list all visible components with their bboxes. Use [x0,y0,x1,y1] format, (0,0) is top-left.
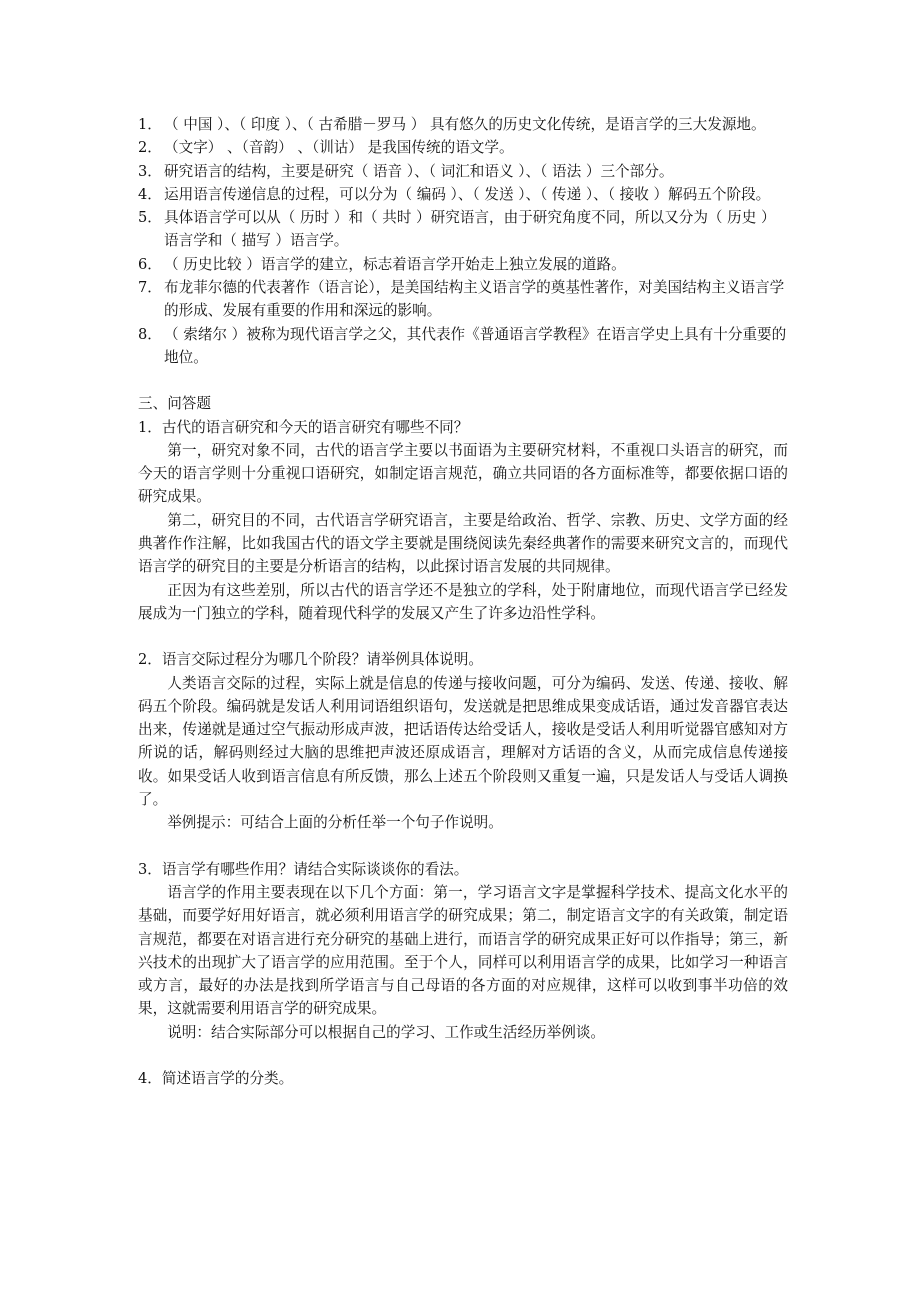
question-block [138,858,788,1044]
fill-blank-item [138,136,788,159]
item-number: 1． [138,116,162,133]
question-block [138,1067,788,1090]
item-text: （ 索绪尔 ）被称为现代语言学之父，其代表作《普通语言学教程》在语言学史上具有十分重要的地位。 [164,325,787,366]
item-number: 7． [138,279,162,297]
fill-blank-item [138,183,788,206]
spacer [138,369,788,392]
item-number: 3． [138,162,162,180]
fill-blank-item [138,160,788,183]
fill-blank-item [138,206,788,253]
item-number: 2． [138,139,162,157]
question-title: 4．简述语言学的分类。 [138,1069,294,1087]
answer-paragraph: 人类语言交际的过程，实际上就是信息的传递与接收问题，可分为编码、发送、传递、接收、解码五个阶段。编码就是发话人利用词语组织语句，发送就是把思维成果变成话语，通过发音器官表达出来，传递就是通过空气振动形成声波，把话语传达给受话人，接收是受话人利用听觉器官感知对方所说的话，解码则经过大脑的思维把声波还原成语言，理解对方话语的含义，从而完成信息传递接收。如果受话人收到语言信息有所反馈，那么上述五个阶段则又重复一遍，只是发话人与受话人调换了。 [138,674,788,809]
question-title: 1．古代的语言研究和今天的语言研究有哪些不同？ [138,418,469,436]
item-text: 布龙菲尔德的代表著作（语言论），是美国结构主义语言学的奠基性著作，对美国结构主义语言学的形成、发展有重要的作用和深远的影响。 [164,279,785,320]
fill-blank-item [138,276,788,323]
item-text: （ 中国 ）、（ 印度 ）、（ 古希腊－罗马 ） 具有悠久的历史文化传统，是语言学的三大发源地。 [164,116,766,133]
question-block [138,416,788,626]
item-text: 研究语言的结构，主要是研究（ 语音 ）、（ 词汇和语义 ）、（ 语法 ）三个部分。 [164,162,674,180]
item-number: 5． [138,209,162,227]
document-body [138,113,788,1090]
spacer [138,835,788,858]
answer-paragraph: 第二，研究目的不同，古代语言学研究语言，主要是给政治、哲学、宗教、历史、文学方面的经典著作作注解，比如我国古代的语文学主要就是围绕阅读先秦经典著作的需要来研究文言的，而现代语言学的研究目的主要是分析语言的结构，以此探讨语言发展的共同规律。 [138,511,788,576]
answer-paragraph: 语言学的作用主要表现在以下几个方面：第一，学习语言文字是掌握科学技术、提高文化水平的基础，而要学好用好语言，就必须利用语言学的研究成果；第二，制定语言文字的有关政策，制定语言规范，都要在对语言进行充分研究的基础上进行，而语言学的研究成果正好可以作指导；第三，新兴技术的出现扩大了语言学的应用范围。至于个人，同样可以利用语言学的成果，比如学习一种语言或方言，最好的办法是找到所学语言与自己母语的各方面的对应规律，这样可以收到事半功倍的效果，这就需要利用语言学的研究成果。 [138,883,788,1018]
question-title: 3．语言学有哪些作用？请结合实际谈谈你的看法。 [138,860,469,878]
question-title: 2．语言交际过程分为哪几个阶段？请举例具体说明。 [138,651,483,669]
question-block [138,648,788,834]
item-number: 8． [138,325,162,343]
item-text: 具体语言学可以从（ 历时 ）和（ 共时 ）研究语言，由于研究角度不同，所以又分为（ 历史 ）语言学和（ 描写 ）语言学。 [164,209,776,250]
item-text: 运用语言传递信息的过程，可以分为（ 编码 ）、（ 发送 ）、（ 传递 ）、（ 接收 ）解码五个阶段。 [164,185,771,203]
fill-blank-item [138,253,788,276]
fill-blank-list [138,113,788,369]
answer-paragraph: 正因为有这些差别，所以古代的语言学还不是独立的学科，处于附庸地位，而现代语言学已经发展成为一门独立的学科，随着现代科学的发展又产生了许多边沿性学科。 [138,581,788,622]
fill-blank-item [138,113,788,136]
item-text: （文字） 、（音韵） 、（训诂） 是我国传统的语文学。 [164,139,514,157]
section-heading: 三、问答题 [138,395,211,413]
item-number: 6． [138,255,162,273]
fill-blank-item [138,323,788,370]
answer-paragraph: 第一，研究对象不同，古代的语言学主要以书面语为主要研究材料，不重视口头语言的研究，而今天的语言学则十分重视口语研究，如制定语言规范，确立共同语的各方面标准等，都要依据口语的研究成果。 [138,441,788,506]
spacer [138,1044,788,1067]
item-text: （ 历史比较 ）语言学的建立，标志着语言学开始走上独立发展的道路。 [164,255,626,273]
spacer [138,625,788,648]
item-number: 4． [138,185,162,203]
answer-paragraph: 举例提示：可结合上面的分析任举一个句子作说明。 [167,814,503,832]
answer-paragraph: 说明：结合实际部分可以根据自己的学习、工作或生活经历举例谈。 [167,1023,606,1041]
